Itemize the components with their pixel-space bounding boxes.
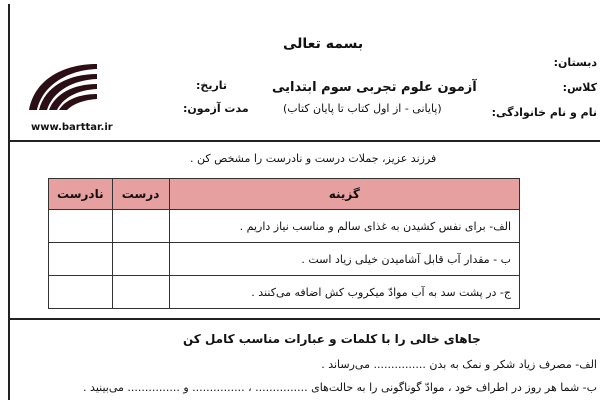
- fill-blank-line: الف- مصرف زیاد شکر و نمک به بدن ............... می‌رساند .: [321, 358, 597, 371]
- section2-title: جاهای خالی را با کلمات و عبارات مناسب کامل کن: [183, 332, 481, 346]
- barttar-logo-icon: [25, 58, 100, 113]
- website-url[interactable]: www.barttar.ir: [31, 122, 113, 133]
- table-header-row: [49, 179, 520, 210]
- section-divider: [8, 318, 600, 320]
- date-label: تاریخ:: [196, 79, 228, 92]
- correct-answer-cell[interactable]: [112, 210, 169, 243]
- incorrect-answer-cell[interactable]: [49, 276, 113, 309]
- correct-answer-cell[interactable]: [112, 243, 169, 276]
- correct-answer-cell[interactable]: [112, 276, 169, 309]
- header-divider: [8, 140, 600, 142]
- table-row: [49, 276, 520, 309]
- true-false-table: [48, 178, 520, 309]
- statement-text: ب - مقدار آب قابل آشامیدن خیلی زیاد است .: [169, 243, 519, 276]
- correct-column-header: درست: [112, 179, 169, 210]
- incorrect-answer-cell[interactable]: [49, 210, 113, 243]
- bismillah-heading: بسمه تعالی: [283, 36, 364, 52]
- exam-title: آزمون علوم تجربی سوم ابتدایی: [272, 80, 477, 95]
- school-label: دبستان:: [553, 56, 597, 69]
- option-column-header: گزینه: [169, 179, 519, 210]
- exam-scope: (پایانی - از اول کتاب تا پایان کتاب): [283, 102, 442, 115]
- statement-text: ج- در پشت سد به آب موادّ میکروب کش اضافه می‌کنند .: [169, 276, 519, 309]
- incorrect-answer-cell[interactable]: [49, 243, 113, 276]
- duration-label: مدت آزمون:: [183, 102, 249, 115]
- class-label: کلاس:: [562, 81, 597, 94]
- table-row: [49, 243, 520, 276]
- statement-text: الف- برای نفس کشیدن به غذای سالم و مناسب نیاز داریم .: [169, 210, 519, 243]
- table-row: [49, 210, 520, 243]
- fill-blank-line: ب- شما هر روز در اطراف خود ، موادّ گوناگونی را به حالت‌های ............... ، ............... و ............... می‌بینید .: [83, 381, 597, 394]
- section1-instruction: فرزند عزیز، جملات درست و نادرست را مشخص کن .: [190, 152, 437, 165]
- incorrect-column-header: نادرست: [49, 179, 113, 210]
- name-label: نام و نام خانوادگی:: [491, 106, 597, 119]
